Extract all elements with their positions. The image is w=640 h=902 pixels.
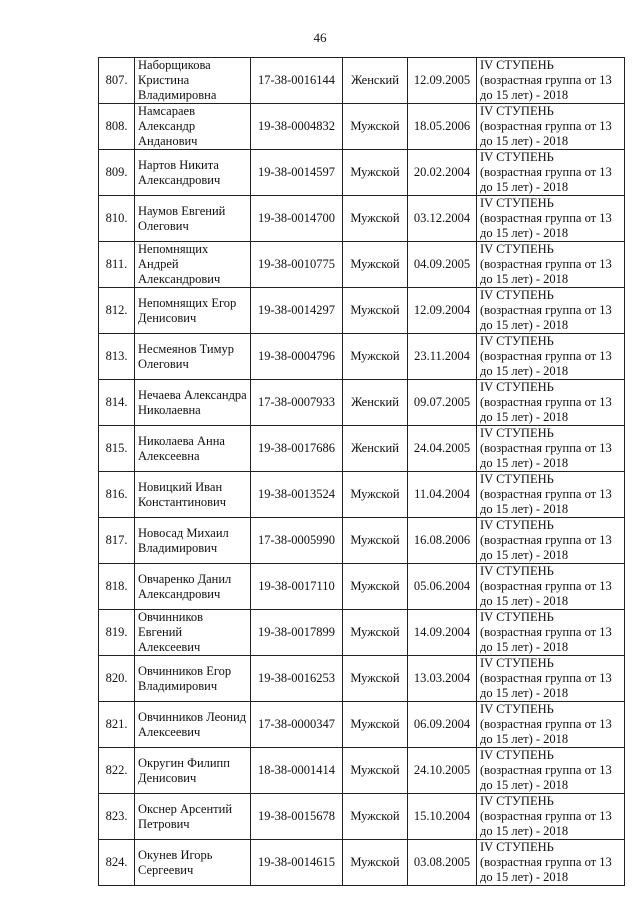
- uin-code-cell: 17-38-0000347: [251, 702, 343, 748]
- table-row: [99, 610, 625, 656]
- gender-cell: Мужской: [343, 794, 408, 840]
- person-name-cell: Нартов Никита Александрович: [135, 150, 251, 196]
- level-text-line: до 15 лет) - 2018: [480, 456, 569, 470]
- person-name-cell: Овчаренко Данил Александрович: [135, 564, 251, 610]
- level-text-line: IV СТУПЕНЬ: [480, 242, 554, 256]
- level-text-line: (возрастная группа от 13: [480, 349, 612, 363]
- level-text-line: до 15 лет) - 2018: [480, 318, 569, 332]
- birth-date-cell: 03.08.2005: [408, 840, 477, 886]
- uin-code-cell: 19-38-0010775: [251, 242, 343, 288]
- table-row: [99, 104, 625, 150]
- level-cell: [477, 150, 625, 196]
- level-text-line: до 15 лет) - 2018: [480, 778, 569, 792]
- level-text-line: до 15 лет) - 2018: [480, 272, 569, 286]
- level-text-line: до 15 лет) - 2018: [480, 686, 569, 700]
- table-row: [99, 794, 625, 840]
- level-text-line: (возрастная группа от 13: [480, 533, 612, 547]
- level-text-line: до 15 лет) - 2018: [480, 364, 569, 378]
- person-name-cell: Непомнящих Егор Денисович: [135, 288, 251, 334]
- level-cell: [477, 564, 625, 610]
- row-number-cell: 811.: [99, 242, 135, 288]
- level-text-line: IV СТУПЕНЬ: [480, 196, 554, 210]
- level-cell: [477, 334, 625, 380]
- row-number-cell: 816.: [99, 472, 135, 518]
- row-number-cell: 807.: [99, 58, 135, 104]
- birth-date-cell: 24.04.2005: [408, 426, 477, 472]
- level-text-line: до 15 лет) - 2018: [480, 88, 569, 102]
- uin-code-cell: 19-38-0004832: [251, 104, 343, 150]
- birth-date-cell: 14.09.2004: [408, 610, 477, 656]
- level-text-line: (возрастная группа от 13: [480, 395, 612, 409]
- level-text-line: (возрастная группа от 13: [480, 211, 612, 225]
- level-text-line: IV СТУПЕНЬ: [480, 610, 554, 624]
- registry-table-body: [99, 58, 625, 886]
- birth-date-cell: 24.10.2005: [408, 748, 477, 794]
- gender-cell: Женский: [343, 58, 408, 104]
- birth-date-cell: 12.09.2005: [408, 58, 477, 104]
- table-row: [99, 426, 625, 472]
- level-cell: [477, 518, 625, 564]
- gender-cell: Мужской: [343, 840, 408, 886]
- uin-code-cell: 19-38-0014700: [251, 196, 343, 242]
- birth-date-cell: 18.05.2006: [408, 104, 477, 150]
- table-row: [99, 748, 625, 794]
- gender-cell: Мужской: [343, 334, 408, 380]
- row-number-cell: 822.: [99, 748, 135, 794]
- person-name-cell: Непомнящих Андрей Александрович: [135, 242, 251, 288]
- person-name-cell: Овчинников Леонид Алексеевич: [135, 702, 251, 748]
- person-name-cell: Наборщикова Кристина Владимировна: [135, 58, 251, 104]
- person-name-cell: Николаева Анна Алексеевна: [135, 426, 251, 472]
- level-cell: [477, 58, 625, 104]
- level-text-line: IV СТУПЕНЬ: [480, 426, 554, 440]
- level-text-line: (возрастная группа от 13: [480, 165, 612, 179]
- person-name-cell: Окунев Игорь Сергеевич: [135, 840, 251, 886]
- level-text-line: (возрастная группа от 13: [480, 257, 612, 271]
- level-text-line: IV СТУПЕНЬ: [480, 472, 554, 486]
- level-text-line: IV СТУПЕНЬ: [480, 518, 554, 532]
- level-text-line: до 15 лет) - 2018: [480, 502, 569, 516]
- uin-code-cell: 19-38-0014597: [251, 150, 343, 196]
- birth-date-cell: 09.07.2005: [408, 380, 477, 426]
- table-row: [99, 840, 625, 886]
- level-text-line: (возрастная группа от 13: [480, 717, 612, 731]
- level-text-line: (возрастная группа от 13: [480, 579, 612, 593]
- level-cell: [477, 748, 625, 794]
- uin-code-cell: 17-38-0007933: [251, 380, 343, 426]
- row-number-cell: 812.: [99, 288, 135, 334]
- person-name-cell: Окснер Арсентий Петрович: [135, 794, 251, 840]
- level-text-line: IV СТУПЕНЬ: [480, 334, 554, 348]
- gender-cell: Мужской: [343, 564, 408, 610]
- gender-cell: Мужской: [343, 242, 408, 288]
- row-number-cell: 821.: [99, 702, 135, 748]
- row-number-cell: 809.: [99, 150, 135, 196]
- birth-date-cell: 15.10.2004: [408, 794, 477, 840]
- table-row: [99, 702, 625, 748]
- uin-code-cell: 19-38-0015678: [251, 794, 343, 840]
- gender-cell: Мужской: [343, 196, 408, 242]
- person-name-cell: Овчинников Егор Владимирович: [135, 656, 251, 702]
- level-text-line: (возрастная группа от 13: [480, 73, 612, 87]
- table-row: [99, 334, 625, 380]
- level-text-line: до 15 лет) - 2018: [480, 640, 569, 654]
- level-cell: [477, 702, 625, 748]
- uin-code-cell: 19-38-0014297: [251, 288, 343, 334]
- level-cell: [477, 426, 625, 472]
- level-text-line: (возрастная группа от 13: [480, 855, 612, 869]
- uin-code-cell: 19-38-0017110: [251, 564, 343, 610]
- row-number-cell: 808.: [99, 104, 135, 150]
- person-name-cell: Намсараев Александр Анданович: [135, 104, 251, 150]
- row-number-cell: 819.: [99, 610, 135, 656]
- row-number-cell: 815.: [99, 426, 135, 472]
- level-text-line: (возрастная группа от 13: [480, 303, 612, 317]
- birth-date-cell: 05.06.2004: [408, 564, 477, 610]
- table-row: [99, 288, 625, 334]
- level-cell: [477, 472, 625, 518]
- level-cell: [477, 656, 625, 702]
- birth-date-cell: 23.11.2004: [408, 334, 477, 380]
- page-number: 46: [313, 30, 327, 45]
- person-name-cell: Нечаева Александра Николаевна: [135, 380, 251, 426]
- person-name-cell: Наумов Евгений Олегович: [135, 196, 251, 242]
- person-name-cell: Новицкий Иван Константинович: [135, 472, 251, 518]
- level-text-line: IV СТУПЕНЬ: [480, 58, 554, 72]
- level-text-line: IV СТУПЕНЬ: [480, 840, 554, 854]
- level-text-line: IV СТУПЕНЬ: [480, 748, 554, 762]
- table-row: [99, 150, 625, 196]
- level-text-line: IV СТУПЕНЬ: [480, 702, 554, 716]
- table-row: [99, 380, 625, 426]
- level-cell: [477, 840, 625, 886]
- uin-code-cell: 17-38-0016144: [251, 58, 343, 104]
- birth-date-cell: 16.08.2006: [408, 518, 477, 564]
- level-text-line: до 15 лет) - 2018: [480, 226, 569, 240]
- level-text-line: IV СТУПЕНЬ: [480, 564, 554, 578]
- level-text-line: IV СТУПЕНЬ: [480, 380, 554, 394]
- row-number-cell: 810.: [99, 196, 135, 242]
- level-text-line: до 15 лет) - 2018: [480, 870, 569, 884]
- level-cell: [477, 794, 625, 840]
- table-row: [99, 472, 625, 518]
- person-name-cell: Овчинников Евгений Алексеевич: [135, 610, 251, 656]
- level-text-line: до 15 лет) - 2018: [480, 548, 569, 562]
- row-number-cell: 823.: [99, 794, 135, 840]
- row-number-cell: 817.: [99, 518, 135, 564]
- person-name-cell: Новосад Михаил Владимирович: [135, 518, 251, 564]
- level-cell: [477, 610, 625, 656]
- table-row: [99, 518, 625, 564]
- gender-cell: Мужской: [343, 150, 408, 196]
- level-text-line: IV СТУПЕНЬ: [480, 794, 554, 808]
- level-text-line: (возрастная группа от 13: [480, 763, 612, 777]
- registry-table: [98, 57, 625, 886]
- row-number-cell: 824.: [99, 840, 135, 886]
- row-number-cell: 818.: [99, 564, 135, 610]
- gender-cell: Мужской: [343, 748, 408, 794]
- row-number-cell: 820.: [99, 656, 135, 702]
- level-text-line: до 15 лет) - 2018: [480, 180, 569, 194]
- level-cell: [477, 288, 625, 334]
- table-row: [99, 242, 625, 288]
- birth-date-cell: 12.09.2004: [408, 288, 477, 334]
- table-row: [99, 196, 625, 242]
- gender-cell: Мужской: [343, 702, 408, 748]
- birth-date-cell: 03.12.2004: [408, 196, 477, 242]
- uin-code-cell: 19-38-0016253: [251, 656, 343, 702]
- uin-code-cell: 17-38-0005990: [251, 518, 343, 564]
- table-row: [99, 58, 625, 104]
- birth-date-cell: 11.04.2004: [408, 472, 477, 518]
- birth-date-cell: 13.03.2004: [408, 656, 477, 702]
- gender-cell: Мужской: [343, 104, 408, 150]
- level-text-line: (возрастная группа от 13: [480, 671, 612, 685]
- level-text-line: (возрастная группа от 13: [480, 809, 612, 823]
- uin-code-cell: 18-38-0001414: [251, 748, 343, 794]
- level-text-line: IV СТУПЕНЬ: [480, 104, 554, 118]
- level-text-line: IV СТУПЕНЬ: [480, 656, 554, 670]
- level-text-line: до 15 лет) - 2018: [480, 594, 569, 608]
- table-row: [99, 564, 625, 610]
- birth-date-cell: 20.02.2004: [408, 150, 477, 196]
- row-number-cell: 814.: [99, 380, 135, 426]
- level-text-line: до 15 лет) - 2018: [480, 732, 569, 746]
- uin-code-cell: 19-38-0014615: [251, 840, 343, 886]
- gender-cell: Мужской: [343, 518, 408, 564]
- uin-code-cell: 19-38-0017899: [251, 610, 343, 656]
- level-text-line: до 15 лет) - 2018: [480, 410, 569, 424]
- level-text-line: IV СТУПЕНЬ: [480, 150, 554, 164]
- gender-cell: Мужской: [343, 288, 408, 334]
- person-name-cell: Несмеянов Тимур Олегович: [135, 334, 251, 380]
- table-row: [99, 656, 625, 702]
- gender-cell: Женский: [343, 380, 408, 426]
- uin-code-cell: 19-38-0013524: [251, 472, 343, 518]
- level-text-line: (возрастная группа от 13: [480, 487, 612, 501]
- gender-cell: Мужской: [343, 656, 408, 702]
- level-text-line: (возрастная группа от 13: [480, 441, 612, 455]
- level-cell: [477, 104, 625, 150]
- uin-code-cell: 19-38-0004796: [251, 334, 343, 380]
- level-cell: [477, 380, 625, 426]
- level-text-line: (возрастная группа от 13: [480, 625, 612, 639]
- level-text-line: IV СТУПЕНЬ: [480, 288, 554, 302]
- level-cell: [477, 196, 625, 242]
- level-text-line: до 15 лет) - 2018: [480, 824, 569, 838]
- row-number-cell: 813.: [99, 334, 135, 380]
- birth-date-cell: 04.09.2005: [408, 242, 477, 288]
- gender-cell: Женский: [343, 426, 408, 472]
- birth-date-cell: 06.09.2004: [408, 702, 477, 748]
- person-name-cell: Округин Филипп Денисович: [135, 748, 251, 794]
- level-text-line: до 15 лет) - 2018: [480, 134, 569, 148]
- gender-cell: Мужской: [343, 610, 408, 656]
- uin-code-cell: 19-38-0017686: [251, 426, 343, 472]
- level-text-line: (возрастная группа от 13: [480, 119, 612, 133]
- level-cell: [477, 242, 625, 288]
- gender-cell: Мужской: [343, 472, 408, 518]
